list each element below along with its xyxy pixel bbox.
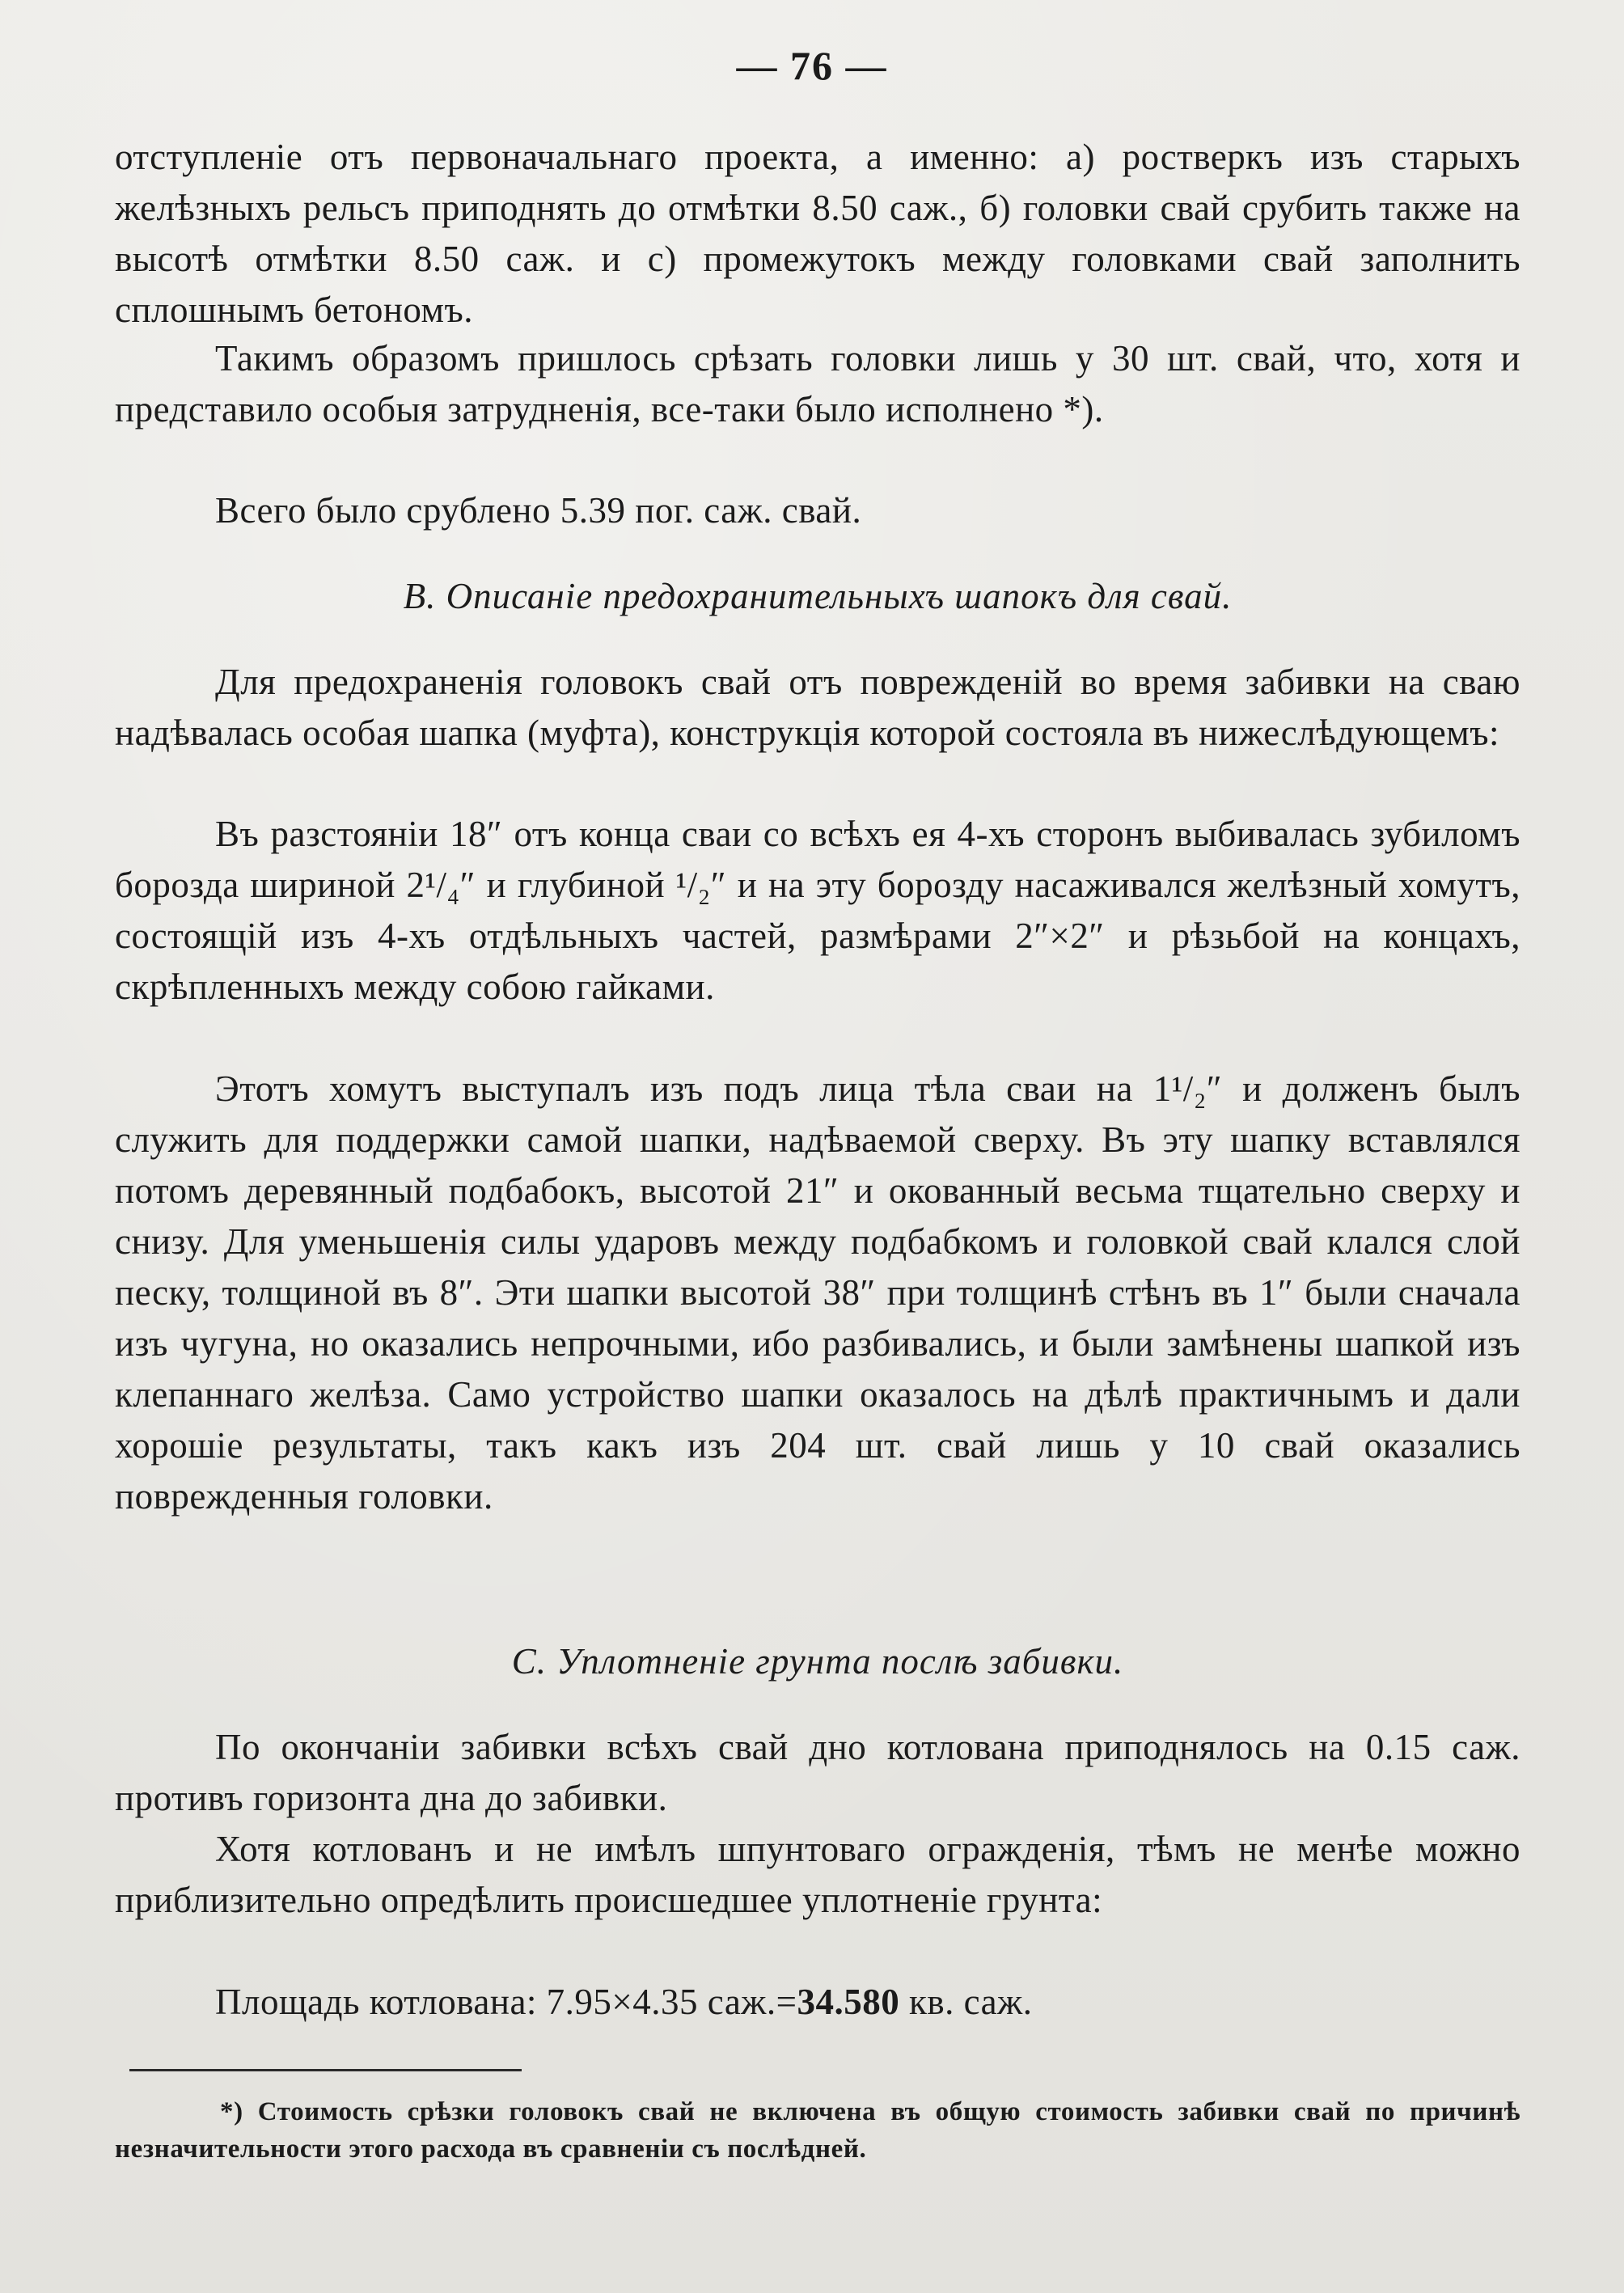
pit-area-label: Площадь котлована: 7.95×4.35 саж.= — [215, 1982, 797, 2022]
section-heading-b-wrapper — [115, 571, 1520, 622]
paragraph-cutting-heads: Такимъ образомъ пришлось срѣзать головки лишь у 30 шт. свай, что, хотя и представило особыя затрудненія, все-таки было исполнено *). — [115, 338, 1520, 429]
paragraph-soil-compaction: Хотя котлованъ и не имѣлъ шпунтоваго огражденія, тѣмъ не менѣе можно приблизительно опредѣлить происшедшее уплотненіе грунта: — [115, 1829, 1520, 1920]
paragraph-pit-area — [115, 1977, 1520, 2028]
footnote-divider — [129, 2069, 522, 2071]
pit-area-value: 34.580 — [797, 1982, 900, 2022]
paragraph-continuation: отступленіе отъ первоначальнаго проекта, а именно: а) ростверкъ изъ старыхъ желѣзныхъ рельсъ приподнять до отмѣтки 8.50 саж., б) головки свай срубить также на высотѣ отмѣтки 8.50 саж. и с) промежутокъ между головками свай заполнить сплошнымъ бетономъ. — [115, 137, 1520, 330]
paragraph-groove-clamp: Въ разстояніи 18″ отъ конца сваи со всѣхъ ея 4-хъ сторонъ выбивалась зубиломъ борозда шириной 2¹/₄″ и глубиной ¹/₂″ и на эту борозду насаживался желѣзный хомутъ, состоящій изъ 4-хъ отдѣльныхъ частей, размѣрами 2″×2″ и рѣзьбой на концахъ, скрѣпленныхъ между собою гайками. — [115, 814, 1520, 1007]
section-heading-b: B. Описаніе предохранительныхъ шапокъ для свай. — [403, 576, 1233, 616]
section-heading-c-wrapper — [115, 1636, 1520, 1687]
section-heading-c: C. Уплотненіе грунта послѣ забивки. — [511, 1641, 1124, 1682]
paragraph-clamp-function: Этотъ хомутъ выступалъ изъ подъ лица тѣла сваи на 1¹/₂″ и долженъ былъ служить для поддержки самой шапки, надѣваемой сверху. Въ эту шапку вставлялся потомъ деревянный подбабокъ, высотой 21″ и окованный весьма тщательно сверху и снизу. Для уменьшенія силы ударовъ между подбабкомъ и головкой свай клался слой песку, толщиной въ 8″. Эти шапки высотой 38″ при толщинѣ стѣнъ въ 1″ были сначала изъ чугуна, но оказались непрочными, ибо разбивались, и были замѣнены шапкой изъ клепаннаго желѣза. Само устройство шапки оказалось на дѣлѣ практичнымъ и дали хорошіе результаты, такъ какъ изъ 204 шт. свай лишь у 10 свай оказались поврежденныя головки. — [115, 1068, 1520, 1517]
paragraph-total-cut: Всего было срублено 5.39 пог. саж. свай. — [215, 490, 862, 531]
paragraph-protective-cap: Для предохраненія головокъ свай отъ поврежденій во время забивки на сваю надѣвалась особая шапка (муфта), конструкція которой состояла въ нижеслѣдующемъ: — [115, 662, 1520, 753]
footnote: *) Стоимость срѣзки головокъ свай не включена въ общую стоимость забивки свай по причинѣ незначительности этого расхода въ сравненіи съ послѣдней. — [115, 2097, 1520, 2164]
paragraph-pit-bottom-rise: По окончаніи забивки всѣхъ свай дно котлована приподнялось на 0.15 саж. противъ горизонта дна до забивки. — [115, 1727, 1520, 1818]
pit-area-unit: кв. саж. — [899, 1982, 1033, 2022]
page-number: — 76 — — [736, 43, 888, 88]
